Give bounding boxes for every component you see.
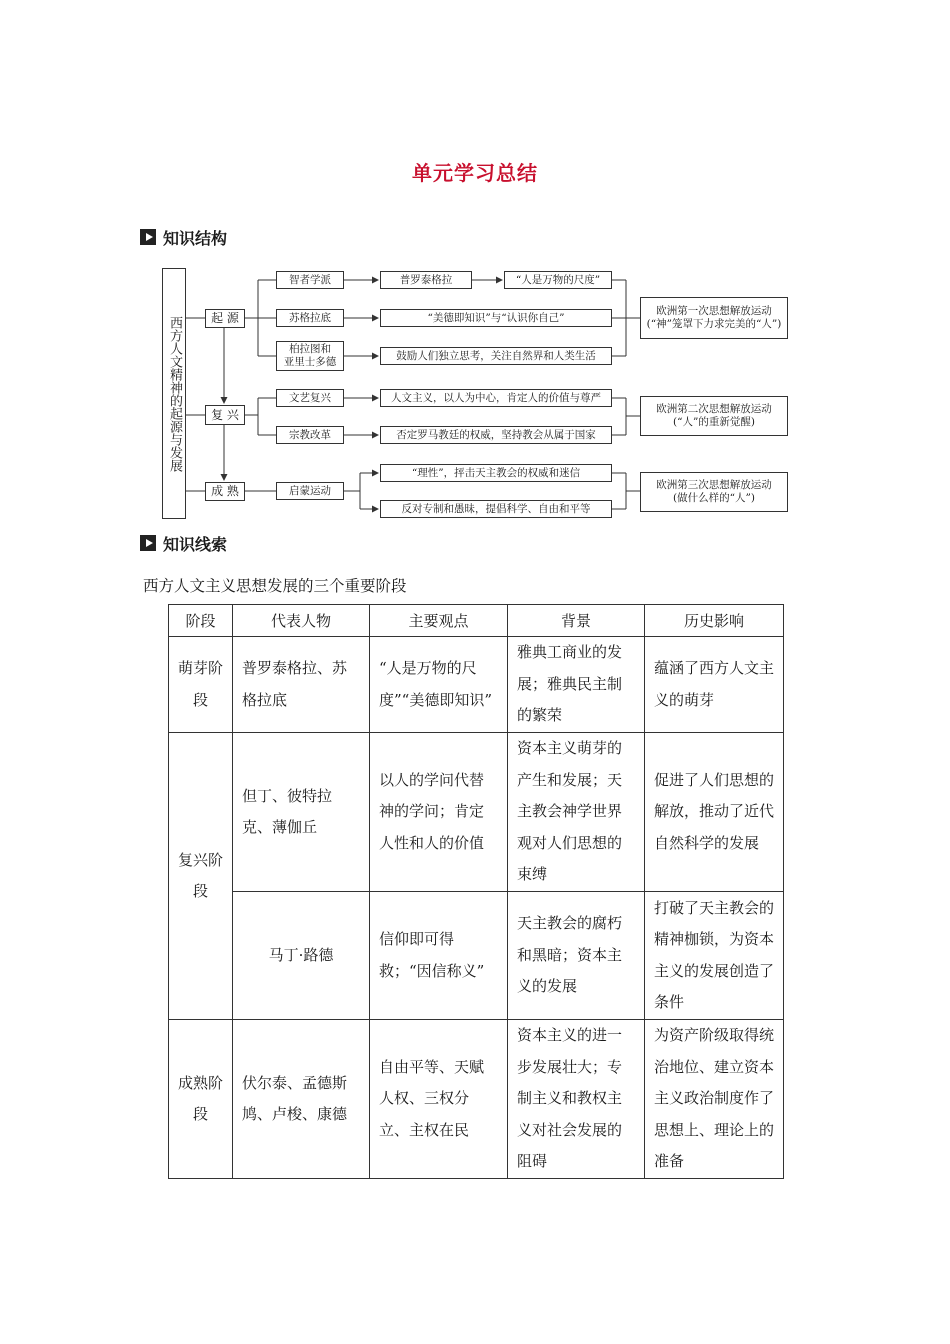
diagram-result-third bbox=[640, 472, 788, 512]
table-cell-view: 信仰即可得救；“因信称义” bbox=[370, 892, 508, 1020]
result-line: 欧洲第一次思想解放运动 bbox=[656, 305, 772, 317]
diagram-node-origin: 起 源 bbox=[205, 309, 245, 328]
diagram-node-line: 柏拉图和 bbox=[289, 343, 331, 355]
diagram-node-revival: 复 兴 bbox=[205, 405, 245, 425]
diagram-node-oppose-tyranny: 反对专制和愚昧，提倡科学、自由和平等 bbox=[380, 500, 612, 518]
table-cell-view: 以人的学问代替神的学问；肯定人性和人的价值 bbox=[370, 733, 508, 892]
result-line: (“人”的重新觉醒) bbox=[673, 416, 755, 428]
table-cell-stage: 成熟阶段 bbox=[169, 1020, 233, 1179]
diagram-node-renaissance: 文艺复兴 bbox=[276, 389, 344, 407]
diagram-node-plato-aristotle bbox=[276, 341, 344, 371]
table-cell-background: 资本主义的进一步发展壮大；专制主义和教权主义对社会发展的阻碍 bbox=[508, 1020, 645, 1179]
table-cell-background: 天主教会的腐朽和黑暗；资本主义的发展 bbox=[508, 892, 645, 1020]
diagram-node-humanism: 人文主义，以人为中心，肯定人的价值与尊严 bbox=[380, 389, 612, 407]
table-cell-stage: 萌芽阶段 bbox=[169, 637, 233, 733]
table-cell-impact: 打破了天主教会的精神枷锁，为资本主义的发展创造了条件 bbox=[645, 892, 784, 1020]
table-header: 历史影响 bbox=[645, 605, 784, 637]
table-header: 主要观点 bbox=[370, 605, 508, 637]
result-line: 欧洲第三次思想解放运动 bbox=[656, 479, 772, 491]
table-row bbox=[169, 637, 784, 733]
diagram-node-enlightenment: 启蒙运动 bbox=[276, 482, 344, 500]
table-cell-people: 普罗泰格拉、苏格拉底 bbox=[233, 637, 370, 733]
table-cell-view: “人是万物的尺度”“美德即知识” bbox=[370, 637, 508, 733]
play-icon bbox=[140, 535, 156, 551]
table-header: 背景 bbox=[508, 605, 645, 637]
diagram-node-socrates: 苏格拉底 bbox=[276, 309, 344, 327]
diagram-node-independent-thinking: 鼓励人们独立思考，关注自然界和人类生活 bbox=[380, 347, 612, 365]
table-cell-impact: 蕴涵了西方人文主义的萌芽 bbox=[645, 637, 784, 733]
diagram-root-label: 西方人文精神的起源与发展 bbox=[167, 315, 182, 472]
diagram-node-reformation: 宗教改革 bbox=[276, 426, 344, 444]
table-cell-impact: 促进了人们思想的解放，推动了近代自然科学的发展 bbox=[645, 733, 784, 892]
table-cell-stage: 复兴阶段 bbox=[169, 733, 233, 1020]
table-row bbox=[169, 733, 784, 892]
diagram-result-first bbox=[640, 297, 788, 339]
diagram-node-deny-papacy: 否定罗马教廷的权威，坚持教会从属于国家 bbox=[380, 426, 612, 444]
result-line: (做什么样的“人”) bbox=[673, 492, 755, 504]
table-cell-background: 雅典工商业的发展；雅典民主制的繁荣 bbox=[508, 637, 645, 733]
table-row bbox=[169, 892, 784, 1020]
table-cell-view: 自由平等、天赋人权、三权分立、主权在民 bbox=[370, 1020, 508, 1179]
diagram-node-protagoras: 普罗泰格拉 bbox=[380, 271, 472, 289]
table-header: 代表人物 bbox=[233, 605, 370, 637]
diagram-node-sophists: 智者学派 bbox=[276, 271, 344, 289]
humanism-stages-table bbox=[168, 604, 784, 1179]
diagram-connectors bbox=[0, 0, 950, 540]
table-row bbox=[169, 1020, 784, 1179]
section-heading-clue bbox=[140, 532, 227, 554]
diagram-node-maturity: 成 熟 bbox=[205, 482, 245, 501]
table-header-row bbox=[169, 605, 784, 637]
clue-intro: 西方人文主义思想发展的三个重要阶段 bbox=[143, 577, 407, 595]
result-line: (“神”笼罩下力求完美的“人”) bbox=[646, 318, 782, 330]
table-header: 阶段 bbox=[169, 605, 233, 637]
diagram-node-reason: “理性”，抨击天主教会的权威和迷信 bbox=[380, 464, 612, 482]
result-line: 欧洲第二次思想解放运动 bbox=[656, 403, 772, 415]
section-heading-text: 知识线索 bbox=[163, 534, 228, 554]
page-title: 单元学习总结 bbox=[412, 161, 538, 185]
table-cell-background: 资本主义萌芽的产生和发展；天主教会神学世界观对人们思想的束缚 bbox=[508, 733, 645, 892]
diagram-node-line: 亚里士多德 bbox=[283, 356, 337, 368]
table-cell-people: 但丁、彼特拉克、薄伽丘 bbox=[233, 733, 370, 892]
table-cell-people: 伏尔泰、孟德斯鸠、卢梭、康德 bbox=[233, 1020, 370, 1179]
diagram-result-second bbox=[640, 396, 788, 436]
diagram-node-quote-measure: “人是万物的尺度” bbox=[504, 271, 612, 289]
table-cell-people: 马丁·路德 bbox=[233, 892, 370, 1020]
section-heading-text: 知识结构 bbox=[163, 228, 228, 248]
diagram-root bbox=[162, 268, 186, 519]
diagram-node-virtue: “美德即知识”与“认识你自己” bbox=[380, 309, 612, 327]
table-cell-impact: 为资产阶级取得统治地位、建立资本主义政治制度作了思想上、理论上的准备 bbox=[645, 1020, 784, 1179]
